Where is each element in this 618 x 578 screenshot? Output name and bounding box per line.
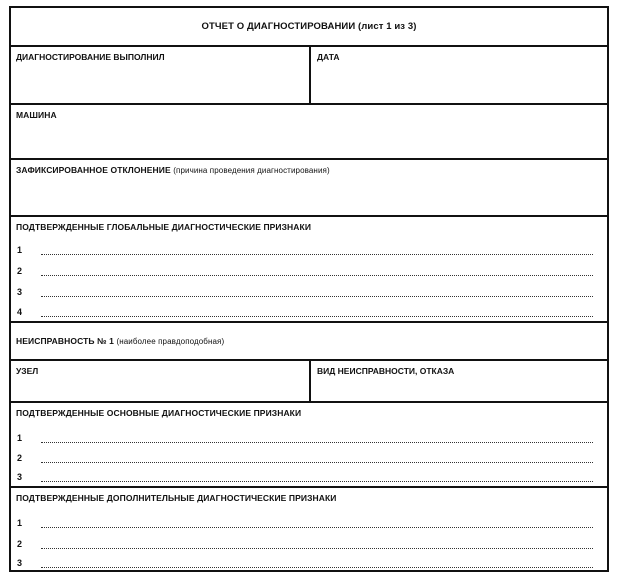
performed-by-label: ДИАГНОСТИРОВАНИЕ ВЫПОЛНИЛ [16, 52, 165, 62]
fault-note: (наиболее правдоподобная) [116, 337, 225, 346]
fill-line [41, 462, 593, 463]
fault-label: НЕИСПРАВНОСТЬ № 1 [16, 336, 114, 346]
global-signs-label: ПОДТВЕРЖДЕННЫЕ ГЛОБАЛЬНЫЕ ДИАГНОСТИЧЕСКИЕ ПРИЗНАКИ [16, 222, 312, 232]
fault-type-label: ВИД НЕИСПРАВНОСТИ, ОТКАЗА [317, 366, 455, 376]
diagnostic-report-form [9, 6, 609, 572]
extra-signs-label: ПОДТВЕРЖДЕННЫЕ ДОПОЛНИТЕЛЬНЫЕ ДИАГНОСТИЧЕСКИЕ ПРИЗНАКИ [16, 493, 337, 503]
fault-label-wrap [16, 336, 224, 346]
fill-line [41, 254, 593, 255]
fill-line [41, 296, 593, 297]
deviation-note: (причина проведения диагностирования) [173, 166, 330, 175]
deviation-label: ЗАФИКСИРОВАННОЕ ОТКЛОНЕНИЕ [16, 165, 171, 175]
machine-row [11, 105, 607, 160]
item-number: 2 [17, 539, 23, 549]
item-number: 3 [17, 287, 23, 297]
item-number: 3 [17, 472, 23, 482]
fill-line [41, 527, 593, 528]
item-number: 1 [17, 433, 23, 443]
list-item [11, 307, 607, 321]
date-label: ДАТА [317, 52, 340, 62]
item-number: 4 [17, 307, 23, 317]
unit-label: УЗЕЛ [16, 366, 39, 376]
list-item [11, 245, 607, 259]
machine-label: МАШИНА [16, 110, 57, 120]
item-number: 3 [17, 558, 23, 568]
list-item [11, 266, 607, 280]
main-signs-label: ПОДТВЕРЖДЕННЫЕ ОСНОВНЫЕ ДИАГНОСТИЧЕСКИЕ ПРИЗНАКИ [16, 408, 302, 418]
list-item [11, 539, 607, 553]
item-number: 1 [17, 245, 23, 255]
list-item [11, 453, 607, 467]
fill-line [41, 567, 593, 568]
report-header [11, 8, 607, 47]
report-title: ОТЧЕТ О ДИАГНОСТИРОВАНИИ (лист 1 из 3) [201, 21, 417, 32]
list-item [11, 558, 607, 572]
extra-signs-section [11, 488, 607, 572]
global-signs-section [11, 217, 607, 323]
item-number: 2 [17, 266, 23, 276]
fill-line [41, 481, 593, 482]
column-divider [309, 361, 311, 401]
unit-faulttype-row [11, 361, 607, 403]
main-signs-section [11, 403, 607, 488]
fill-line [41, 275, 593, 276]
deviation-row [11, 160, 607, 217]
fill-line [41, 548, 593, 549]
fill-line [41, 442, 593, 443]
item-number: 1 [17, 518, 23, 528]
item-number: 2 [17, 453, 23, 463]
list-item [11, 472, 607, 486]
performer-date-row [11, 47, 607, 105]
list-item [11, 287, 607, 301]
fill-line [41, 316, 593, 317]
list-item [11, 433, 607, 447]
fault-row [11, 323, 607, 361]
column-divider [309, 47, 311, 103]
deviation-label-wrap [16, 165, 330, 175]
list-item [11, 518, 607, 532]
